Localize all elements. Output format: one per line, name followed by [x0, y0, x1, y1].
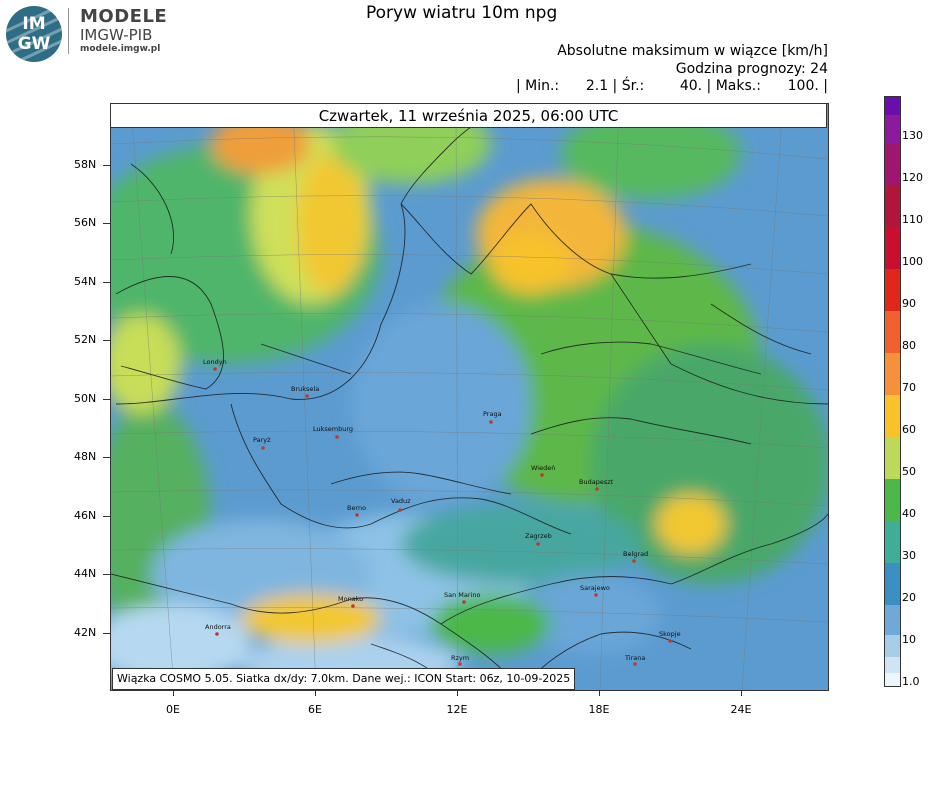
city-label: Bruksela [291, 385, 320, 393]
colorbar-label: 40 [902, 507, 916, 520]
colorbar-label: 70 [902, 381, 916, 394]
lat-label: 50N [74, 392, 97, 405]
city-label: Belgrad [623, 550, 649, 558]
colorbar-segment [885, 479, 900, 521]
lat-label: 48N [74, 450, 97, 463]
city-label: Zagrzeb [525, 532, 552, 540]
colorbar-segment [885, 395, 900, 437]
city-label: Londyn [203, 358, 227, 366]
lat-tick [103, 516, 110, 517]
colorbar-segment [885, 521, 900, 563]
lat-label: 54N [74, 275, 97, 288]
brand-url[interactable]: modele.imgw.pl [80, 44, 161, 54]
lon-label: 12E [446, 703, 468, 716]
model-info: Wiązka COSMO 5.05. Siatka dx/dy: 7.0km. Dane wej.: ICON Start: 06z, 10-09-2025 [112, 668, 575, 690]
map-canvas [111, 104, 828, 690]
brand-divider [68, 8, 69, 54]
lon-label: 0E [166, 703, 180, 716]
colorbar-label: 60 [902, 423, 916, 436]
colorbar-label: 90 [902, 297, 916, 310]
city-label: Vaduz [391, 497, 411, 505]
city-label: Budapeszt [579, 478, 614, 486]
colorbar-segment [885, 227, 900, 269]
city-label: Skopje [659, 630, 681, 638]
forecast-date: Czwartek, 11 września 2025, 06:00 UTC [110, 103, 827, 128]
lat-tick [103, 223, 110, 224]
colorbar-label: 100 [902, 255, 923, 268]
brand-name: MODELE [80, 6, 168, 27]
lon-tick [457, 690, 458, 696]
header-line-stats: | Min.: 2.1 | Śr.: 40. | Maks.: 100. | [515, 78, 828, 94]
colorbar-label: 110 [902, 213, 923, 226]
lon-tick [599, 690, 600, 696]
colorbar-segment [885, 657, 900, 673]
colorbar-segment [885, 635, 900, 657]
colorbar-segment [885, 605, 900, 635]
header-line-forecast-hour: Godzina prognozy: 24 [675, 61, 828, 77]
city-label: Rzym [451, 654, 470, 662]
city-label: Monako [338, 595, 364, 603]
colorbar-segment [885, 437, 900, 479]
colorbar-segment [885, 269, 900, 311]
colorbar-segment [885, 143, 900, 185]
colorbar-label: 130 [902, 129, 923, 142]
lat-tick [103, 633, 110, 634]
colorbar-label: 20 [902, 591, 916, 604]
lat-label: 56N [74, 216, 97, 229]
lon-label: 18E [588, 703, 610, 716]
colorbar-label: 1.0 [902, 675, 920, 688]
city-label: Paryż [253, 436, 271, 444]
wind-gust-map [110, 103, 829, 691]
colorbar-segment [885, 185, 900, 227]
lat-tick [103, 457, 110, 458]
colorbar-label: 80 [902, 339, 916, 352]
colorbar-segment [885, 311, 900, 353]
lat-tick [103, 399, 110, 400]
lat-label: 46N [74, 509, 97, 522]
logo-text-top: IM [22, 14, 46, 34]
lat-tick [103, 340, 110, 341]
colorbar-segment [885, 115, 900, 143]
lon-label: 24E [730, 703, 752, 716]
lat-label: 52N [74, 333, 97, 346]
colorbar-label: 10 [902, 633, 916, 646]
city-label: San Marino [444, 591, 481, 599]
lat-tick [103, 574, 110, 575]
lat-tick [103, 282, 110, 283]
colorbar-segment [885, 563, 900, 605]
city-label: Sarajewo [580, 584, 610, 592]
colorbar-segment [885, 97, 900, 115]
colorbar-label: 30 [902, 549, 916, 562]
logo-text-bottom: GW [17, 34, 51, 54]
city-label: Berno [347, 504, 367, 512]
city-label: Tirana [625, 654, 646, 662]
lon-tick [315, 690, 316, 696]
page-title: Poryw wiatru 10m npg [366, 3, 558, 23]
city-label: Andorra [205, 623, 231, 631]
lon-tick [741, 690, 742, 696]
lon-tick [173, 690, 174, 696]
lat-label: 44N [74, 567, 97, 580]
lat-label: 58N [74, 158, 97, 171]
lat-tick [103, 165, 110, 166]
brand-subtitle: IMGW-PIB [80, 26, 153, 44]
lat-label: 42N [74, 626, 97, 639]
colorbar [884, 96, 901, 687]
city-label: Wiedeń [531, 464, 556, 472]
lon-label: 6E [308, 703, 322, 716]
header-line-unit: Absolutne maksimum w wiązce [km/h] [557, 43, 828, 59]
colorbar-segment [885, 673, 900, 686]
colorbar-label: 50 [902, 465, 916, 478]
colorbar-segment [885, 353, 900, 395]
colorbar-label: 120 [902, 171, 923, 184]
imgw-logo [6, 6, 62, 62]
city-label: Praga [483, 410, 502, 418]
city-label: Luksemburg [313, 425, 354, 433]
